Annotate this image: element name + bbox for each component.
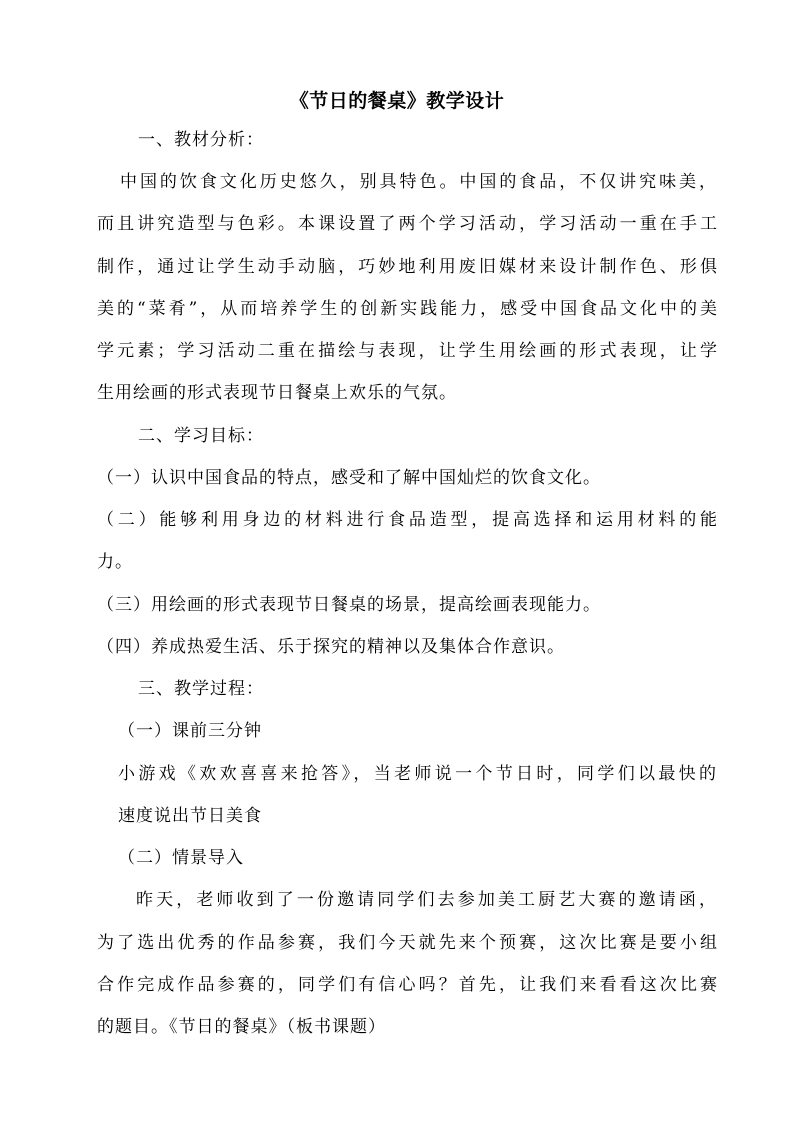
paragraph-line: 小游戏《欢欢喜喜来抢答》，当老师说一个节日时，同学们以最快的	[118, 764, 716, 784]
paragraph-line: 中国的饮食文化历史悠久，别具特色。中国的食品，不仅讲究味美，	[120, 172, 716, 192]
list-item: （一）认识中国食品的特点，感受和了解中国灿烂的饮食文化。	[97, 468, 601, 488]
list-item-continuation: 力。	[97, 552, 133, 572]
paragraph-line: 昨天，老师收到了一份邀请同学们去参加美工厨艺大赛的邀请函，	[136, 890, 716, 910]
paragraph-line: 的题目。《节日的餐桌》（板书课题）	[97, 1017, 386, 1037]
list-item: （四）养成热爱生活、乐于探究的精神以及集体合作意识。	[97, 637, 565, 657]
paragraph-line: 生用绘画的形式表现节日餐桌上欢乐的气氛。	[97, 383, 457, 403]
section-heading: 二、学习目标：	[138, 426, 264, 446]
paragraph-line: 为了选出优秀的作品参赛，我们今天就先来个预赛，这次比赛是要小组	[97, 933, 717, 953]
paragraph-line: 合作完成作品参赛的，同学们有信心吗？首先，让我们来看看这次比赛	[97, 975, 717, 995]
document-title: 《节日的餐桌》教学设计	[289, 90, 505, 112]
list-item: （三）用绘画的形式表现节日餐桌的场景，提高绘画表现能力。	[97, 595, 601, 615]
list-item: （二）能够利用身边的材料进行食品造型，提高选择和运用材料的能	[97, 510, 717, 530]
paragraph-line: 速度说出节日美食	[118, 806, 262, 826]
paragraph-line: 制作，通过让学生动手动脑，巧妙地利用废旧媒材来设计制作色、形俱	[97, 257, 717, 277]
subheading: （二）情景导入	[118, 848, 244, 868]
section-heading: 一、教材分析：	[138, 130, 264, 150]
paragraph-line: 而且讲究造型与色彩。本课设置了两个学习活动，学习活动一重在手工	[97, 214, 717, 234]
section-heading: 三、教学过程：	[138, 679, 264, 699]
paragraph-line: 美的“菜肴”，从而培养学生的创新实践能力，感受中国食品文化中的美	[97, 299, 717, 319]
subheading: （一）课前三分钟	[118, 721, 262, 741]
paragraph-line: 学元素；学习活动二重在描绘与表现，让学生用绘画的形式表现，让学	[97, 341, 717, 361]
